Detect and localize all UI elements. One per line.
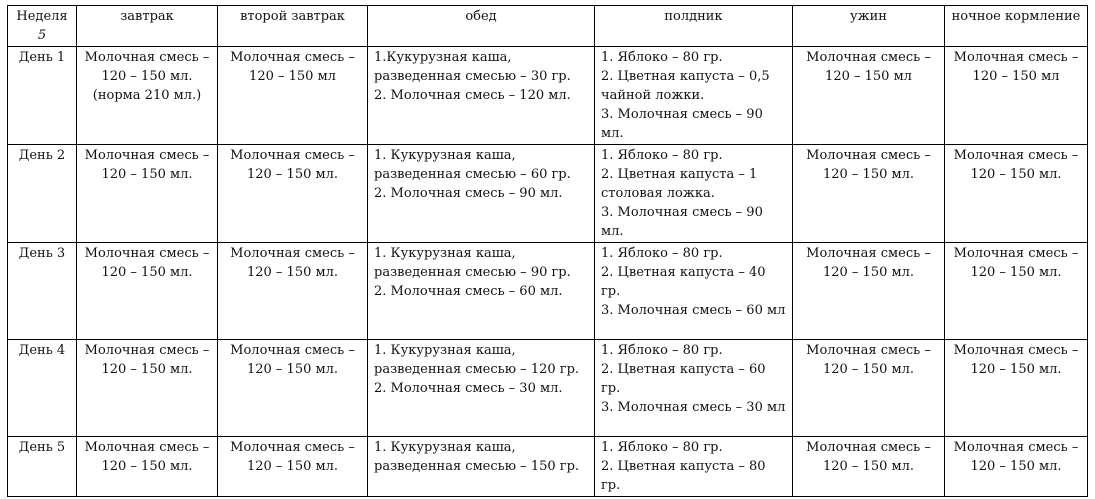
cell-line: Молочная смесь – 120 – 150 мл. <box>84 343 210 377</box>
night-feeding-cell: Молочная смесь – 120 – 150 мл. <box>945 340 1088 437</box>
header-second-breakfast: второй завтрак <box>218 6 368 47</box>
dinner-cell: Молочная смесь – 120 – 150 мл <box>793 47 945 145</box>
second-breakfast-cell: Молочная смесь – 120 – 150 мл. <box>218 145 368 243</box>
snack-cell <box>595 145 793 243</box>
cell-line: 1. Кукурузная каша, разведенная смесью – 90 гр. <box>374 246 571 280</box>
snack-cell <box>595 437 793 497</box>
night-feeding-cell: Молочная смесь – 120 – 150 мл. <box>945 437 1088 497</box>
lunch-cell <box>368 437 595 497</box>
lunch-cell <box>368 243 595 340</box>
header-dinner: ужин <box>793 6 945 47</box>
cell-line: Молочная смесь – 120 – 150 мл. <box>84 50 210 84</box>
cell-line: 3. Молочная смесь – 90 мл. <box>601 205 763 239</box>
header-row <box>8 6 1088 47</box>
snack-cell <box>595 243 793 340</box>
cell-line: 2. Молочная смесь – 120 мл. <box>374 88 571 103</box>
cell-line: 1. Яблоко – 80 гр. <box>601 148 723 163</box>
header-week-label: Неделя <box>16 9 68 24</box>
snack-cell <box>595 47 793 145</box>
dinner-cell: Молочная смесь – 120 – 150 мл. <box>793 243 945 340</box>
table-row <box>8 243 1088 340</box>
table-row <box>8 340 1088 437</box>
dinner-cell: Молочная смесь – 120 – 150 мл. <box>793 145 945 243</box>
header-lunch: обед <box>368 6 595 47</box>
night-feeding-cell: Молочная смесь – 120 – 150 мл. <box>945 145 1088 243</box>
night-feeding-cell: Молочная смесь – 120 – 150 мл. <box>945 243 1088 340</box>
day-cell: День 5 <box>8 437 77 497</box>
night-feeding-cell: Молочная смесь – 120 – 150 мл <box>945 47 1088 145</box>
cell-line: 1.Кукурузная каша, разведенная смесью – 30 гр. <box>374 50 571 84</box>
cell-line: 2. Цветная капуста – 40 гр. <box>601 265 766 299</box>
cell-line: 2. Молочная смесь – 60 мл. <box>374 284 563 299</box>
day-cell: День 2 <box>8 145 77 243</box>
feeding-schedule-table <box>7 5 1088 497</box>
breakfast-cell <box>77 437 218 497</box>
cell-line: Молочная смесь – 120 – 150 мл. <box>84 246 210 280</box>
second-breakfast-cell: Молочная смесь – 120 – 150 мл. <box>218 340 368 437</box>
cell-line: 1. Кукурузная каша, разведенная смесью – 120 гр. <box>374 343 580 377</box>
second-breakfast-cell: Молочная смесь – 120 – 150 мл. <box>218 437 368 497</box>
cell-line: Молочная смесь – 120 – 150 мл. <box>84 148 210 182</box>
cell-line: 1. Яблоко – 80 гр. <box>601 50 723 65</box>
header-snack: полдник <box>595 6 793 47</box>
day-cell: День 4 <box>8 340 77 437</box>
lunch-cell <box>368 145 595 243</box>
lunch-cell <box>368 340 595 437</box>
day-cell: День 1 <box>8 47 77 145</box>
cell-line: 2. Цветная капуста – 80 гр. <box>601 459 766 493</box>
table-row <box>8 437 1088 497</box>
cell-line: 1. Яблоко – 80 гр. <box>601 440 723 455</box>
second-breakfast-cell: Молочная смесь – 120 – 150 мл <box>218 47 368 145</box>
breakfast-cell <box>77 47 218 145</box>
table-row <box>8 145 1088 243</box>
snack-cell <box>595 340 793 437</box>
cell-line: 3. Молочная смесь – 30 мл <box>601 400 786 415</box>
dinner-cell: Молочная смесь – 120 – 150 мл. <box>793 437 945 497</box>
table-row <box>8 47 1088 145</box>
second-breakfast-cell: Молочная смесь – 120 – 150 мл. <box>218 243 368 340</box>
cell-line: 2. Молочная смесь – 30 мл. <box>374 381 563 396</box>
header-week <box>8 6 77 47</box>
breakfast-cell <box>77 340 218 437</box>
cell-line: 1. Кукурузная каша, разведенная смесью – 60 гр. <box>374 148 571 182</box>
breakfast-cell <box>77 145 218 243</box>
header-night-feeding: ночное кормление <box>945 6 1088 47</box>
lunch-cell <box>368 47 595 145</box>
cell-line: 2. Цветная капуста – 1 столовая ложка. <box>601 167 758 201</box>
day-cell: День 3 <box>8 243 77 340</box>
cell-line: 1. Яблоко – 80 гр. <box>601 246 723 261</box>
cell-line: 1. Яблоко – 80 гр. <box>601 343 723 358</box>
cell-line: 1. Кукурузная каша, разведенная смесью – 150 гр. <box>374 440 580 474</box>
header-week-number: 5 <box>37 28 47 43</box>
cell-line: 3. Молочная смесь – 60 мл <box>601 303 786 318</box>
breakfast-cell <box>77 243 218 340</box>
dinner-cell: Молочная смесь – 120 – 150 мл. <box>793 340 945 437</box>
cell-line: 2. Молочная смесь – 90 мл. <box>374 186 563 201</box>
cell-line: (норма 210 мл.) <box>92 88 202 103</box>
cell-line: 3. Молочная смесь – 90 мл. <box>601 107 763 141</box>
cell-line: Молочная смесь – 120 – 150 мл. <box>84 440 210 474</box>
cell-line: 2. Цветная капуста – 60 гр. <box>601 362 766 396</box>
cell-line: 2. Цветная капуста – 0,5 чайной ложки. <box>601 69 770 103</box>
header-breakfast: завтрак <box>77 6 218 47</box>
